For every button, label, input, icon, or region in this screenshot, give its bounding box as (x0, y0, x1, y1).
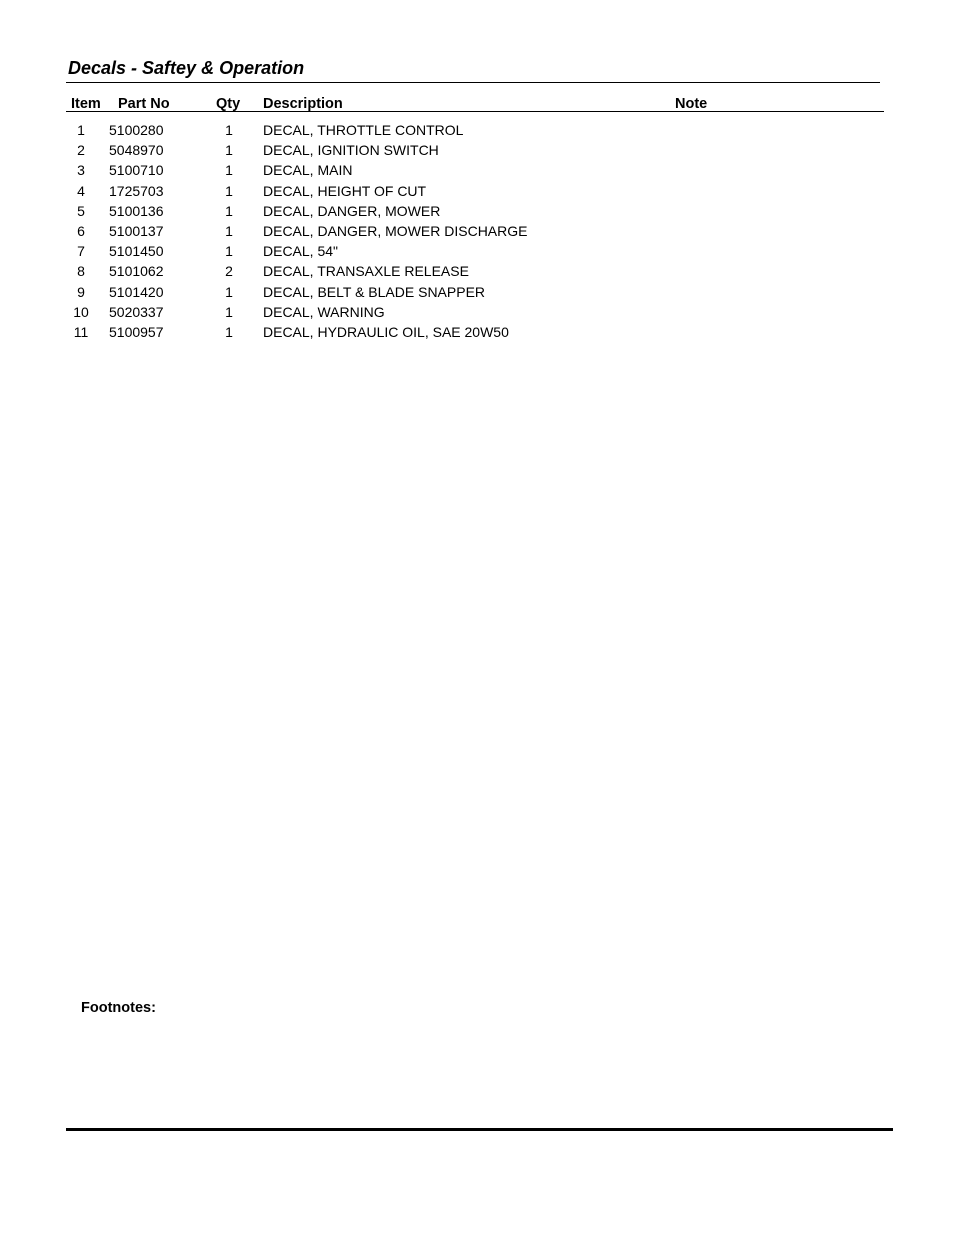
table-row (0, 182, 954, 202)
cell-item: 6 (77, 222, 85, 239)
cell-qty: 1 (225, 182, 233, 199)
cell-description: DECAL, WARNING (263, 303, 385, 320)
cell-description: DECAL, HYDRAULIC OIL, SAE 20W50 (263, 323, 509, 340)
cell-description: DECAL, DANGER, MOWER DISCHARGE (263, 222, 528, 239)
cell-item: 9 (77, 283, 85, 300)
cell-item: 10 (73, 303, 89, 320)
cell-part-no: 1725703 (109, 182, 164, 199)
cell-part-no: 5100136 (109, 202, 164, 219)
cell-description: DECAL, TRANSAXLE RELEASE (263, 263, 469, 280)
table-row (0, 141, 954, 161)
header-part-no: Part No (118, 96, 170, 112)
bottom-divider (66, 1128, 893, 1131)
cell-qty: 1 (225, 243, 233, 260)
cell-part-no: 5020337 (109, 303, 164, 320)
header-note: Note (675, 96, 708, 112)
cell-part-no: 5100710 (109, 162, 164, 179)
cell-qty: 1 (225, 142, 233, 159)
cell-qty: 1 (225, 283, 233, 300)
header-qty: Qty (216, 96, 241, 112)
cell-part-no: 5101450 (109, 243, 164, 260)
parts-table-body (0, 121, 954, 343)
cell-part-no: 5048970 (109, 142, 164, 159)
table-row (0, 262, 954, 282)
cell-part-no: 5101420 (109, 283, 164, 300)
cell-item: 1 (77, 122, 85, 138)
cell-description: DECAL, MAIN (263, 162, 353, 179)
cell-item: 4 (77, 182, 85, 199)
footnotes-label: Footnotes: (81, 1000, 156, 1016)
table-row (0, 323, 954, 343)
cell-qty: 1 (225, 303, 233, 320)
cell-description: DECAL, IGNITION SWITCH (263, 142, 439, 159)
cell-item: 7 (77, 243, 85, 260)
cell-part-no: 5100280 (109, 122, 164, 138)
cell-part-no: 5100137 (109, 222, 164, 239)
cell-item: 8 (77, 263, 85, 280)
cell-item: 3 (77, 162, 85, 179)
table-row (0, 303, 954, 323)
table-row (0, 222, 954, 242)
cell-description: DECAL, 54" (263, 243, 339, 260)
header-item: Item (71, 96, 101, 112)
table-row (0, 202, 954, 222)
page-title: Decals - Saftey & Operation (68, 58, 305, 78)
title-divider (66, 82, 880, 83)
cell-part-no: 5100957 (109, 323, 164, 340)
cell-qty: 1 (225, 162, 233, 179)
cell-description: DECAL, BELT & BLADE SNAPPER (263, 283, 486, 300)
cell-item: 2 (77, 142, 85, 159)
cell-qty: 1 (225, 202, 233, 219)
cell-qty: 1 (225, 122, 233, 138)
table-row (0, 121, 954, 141)
cell-part-no: 5101062 (109, 263, 164, 280)
cell-qty: 1 (225, 323, 233, 340)
cell-item: 5 (77, 202, 85, 219)
table-row (0, 161, 954, 181)
header-divider (66, 111, 884, 112)
cell-item: 11 (73, 323, 89, 340)
cell-description: DECAL, THROTTLE CONTROL (263, 122, 464, 138)
cell-qty: 2 (225, 263, 233, 280)
cell-description: DECAL, DANGER, MOWER (263, 202, 441, 219)
table-row (0, 242, 954, 262)
header-description: Description (263, 96, 343, 112)
cell-qty: 1 (225, 222, 233, 239)
table-row (0, 283, 954, 303)
cell-description: DECAL, HEIGHT OF CUT (263, 182, 427, 199)
